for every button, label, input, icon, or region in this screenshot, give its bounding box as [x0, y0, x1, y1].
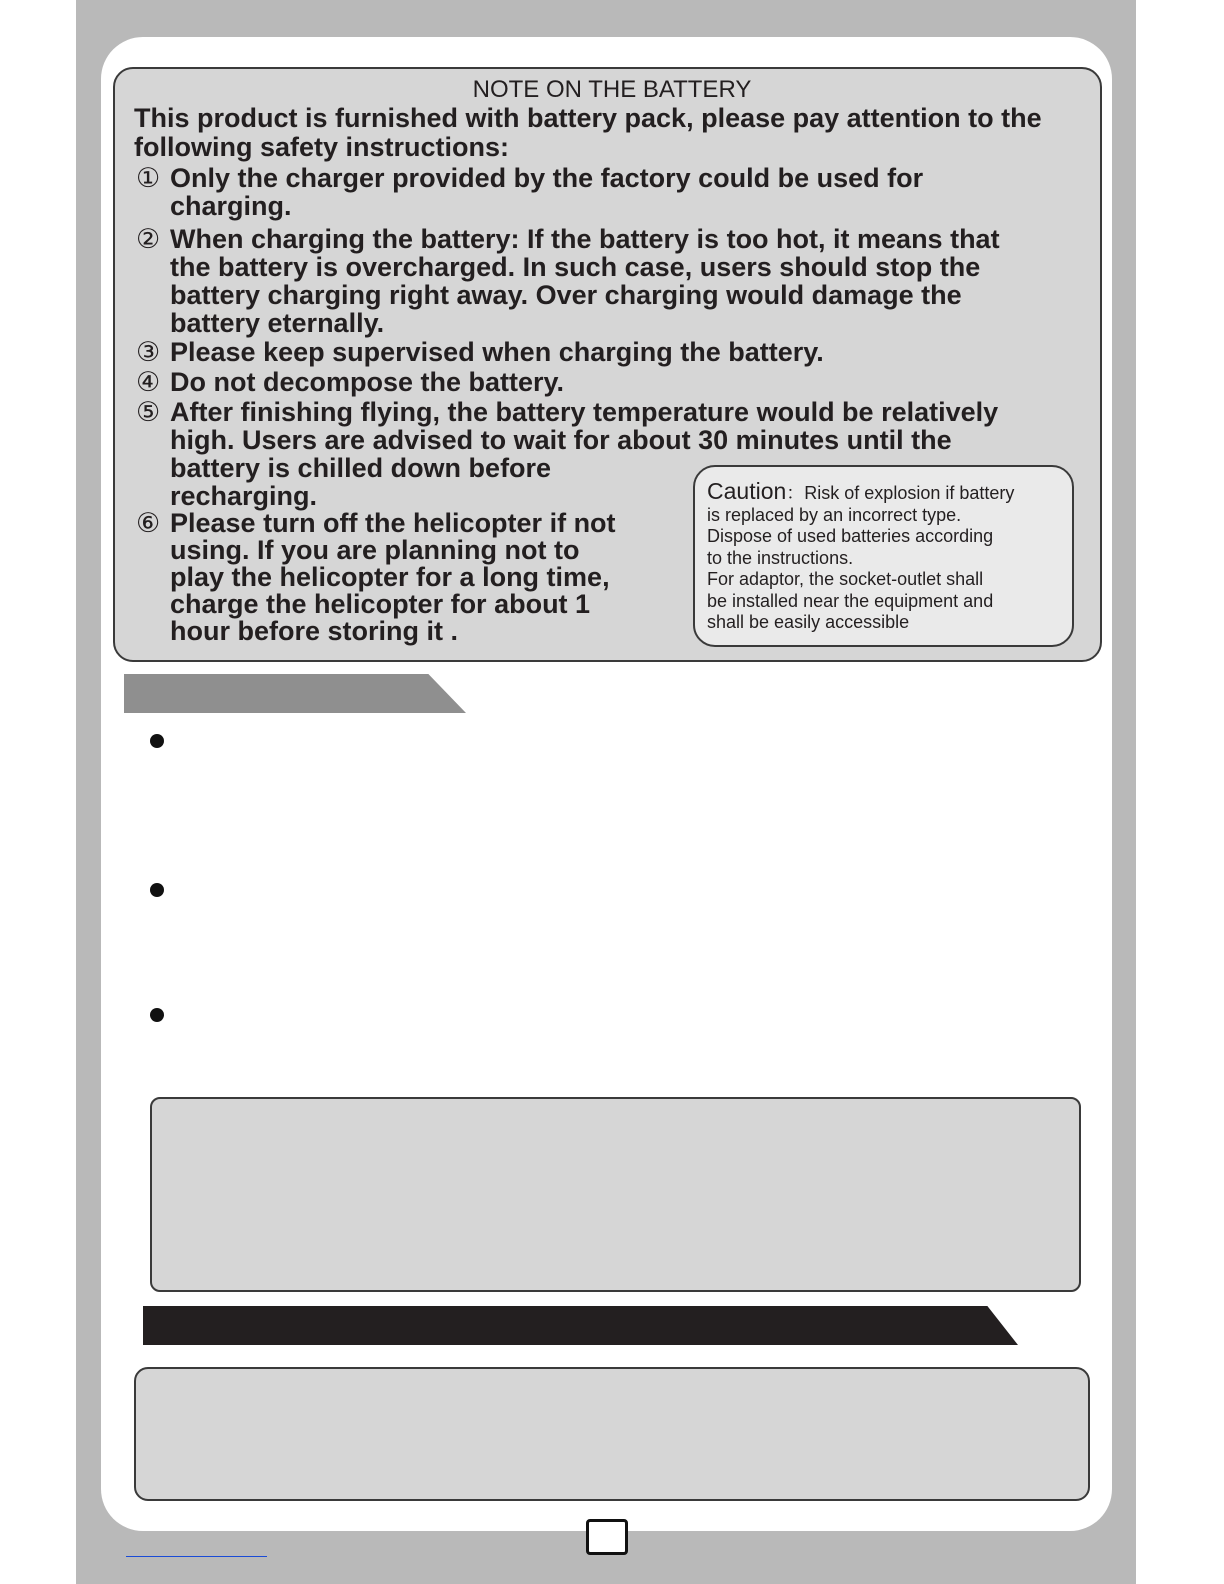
bullet-dot-1	[150, 734, 164, 748]
note-item-5-line-3: battery is chilled down before	[170, 453, 552, 483]
note-item-6-line-4: charge the helicopter for about 1	[170, 589, 591, 619]
caution-line-2: is replaced by an incorrect type.	[707, 504, 962, 525]
caution-callout	[693, 465, 1074, 647]
note-item-5-line-1: After finishing flying, the battery temperature would be relatively	[170, 397, 999, 427]
caution-line-7: shall be easily accessible	[707, 612, 910, 632]
note-title: NOTE ON THE BATTERY	[472, 76, 752, 103]
note-item-6-line-2: using. If you are planning not to	[170, 535, 580, 565]
bullet-dot-2	[150, 883, 164, 897]
note-item-6	[136, 510, 696, 645]
circled-number-4: ④	[136, 367, 161, 397]
circled-number-3: ③	[136, 337, 161, 367]
link-underline[interactable]	[126, 1556, 267, 1557]
circled-number-1: ①	[136, 163, 161, 193]
note-item-5-line-4: recharging.	[170, 481, 318, 511]
note-item-2-line-3: battery charging right away. Over charging would damage the	[170, 280, 962, 310]
note-item-2-line-1: When charging the battery: If the battery is too hot, it means that	[170, 224, 1000, 254]
caution-label: Caution	[707, 478, 787, 504]
bullet-dot-3	[150, 1008, 164, 1022]
circled-number-2: ②	[136, 224, 161, 254]
blank-panel-1	[150, 1097, 1081, 1292]
caution-line-5: For adaptor, the socket-outlet shall	[707, 569, 984, 589]
note-item-1-line-2: charging.	[170, 191, 292, 221]
note-item-6-line-1: Please turn off the helicopter if not	[170, 508, 616, 538]
caution-separator: ：	[786, 483, 805, 503]
caution-line-1	[707, 478, 1067, 505]
blank-panel-2	[134, 1367, 1090, 1501]
page-number-box	[586, 1519, 628, 1555]
caution-line-3: Dispose of used batteries according	[707, 526, 994, 546]
caution-text	[707, 478, 1067, 634]
section-tab	[124, 674, 466, 713]
note-item-3-line-1: Please keep supervised when charging the battery.	[170, 337, 824, 367]
note-item-1	[136, 164, 1036, 220]
caution-line-4: to the instructions.	[707, 547, 854, 568]
section-heading-bar	[143, 1306, 1018, 1345]
note-item-2-line-2: the battery is overcharged. In such case, users should stop the	[170, 252, 981, 282]
note-item-6-line-5: hour before storing it .	[170, 616, 458, 646]
note-item-5-line-2: high. Users are advised to wait for about 30 minutes until the	[170, 425, 952, 455]
caution-line-6: be installed near the equipment and	[707, 590, 994, 611]
note-intro: This product is furnished with battery pack, please pay attention to the following safety instructions:	[134, 103, 1042, 162]
note-item-4	[136, 368, 1036, 396]
circled-number-6: ⑥	[136, 508, 161, 538]
circled-number-5: ⑤	[136, 397, 161, 427]
note-item-2	[136, 225, 1076, 337]
note-item-6-line-3: play the helicopter for a long time,	[170, 562, 610, 592]
note-item-1-line-1: Only the charger provided by the factory could be used for	[170, 163, 924, 193]
note-item-2-line-4: battery eternally.	[170, 308, 385, 338]
note-item-4-line-1: Do not decompose the battery.	[170, 367, 565, 397]
note-item-3	[136, 338, 1036, 366]
caution-text-1: Risk of explosion if battery	[804, 483, 1015, 503]
